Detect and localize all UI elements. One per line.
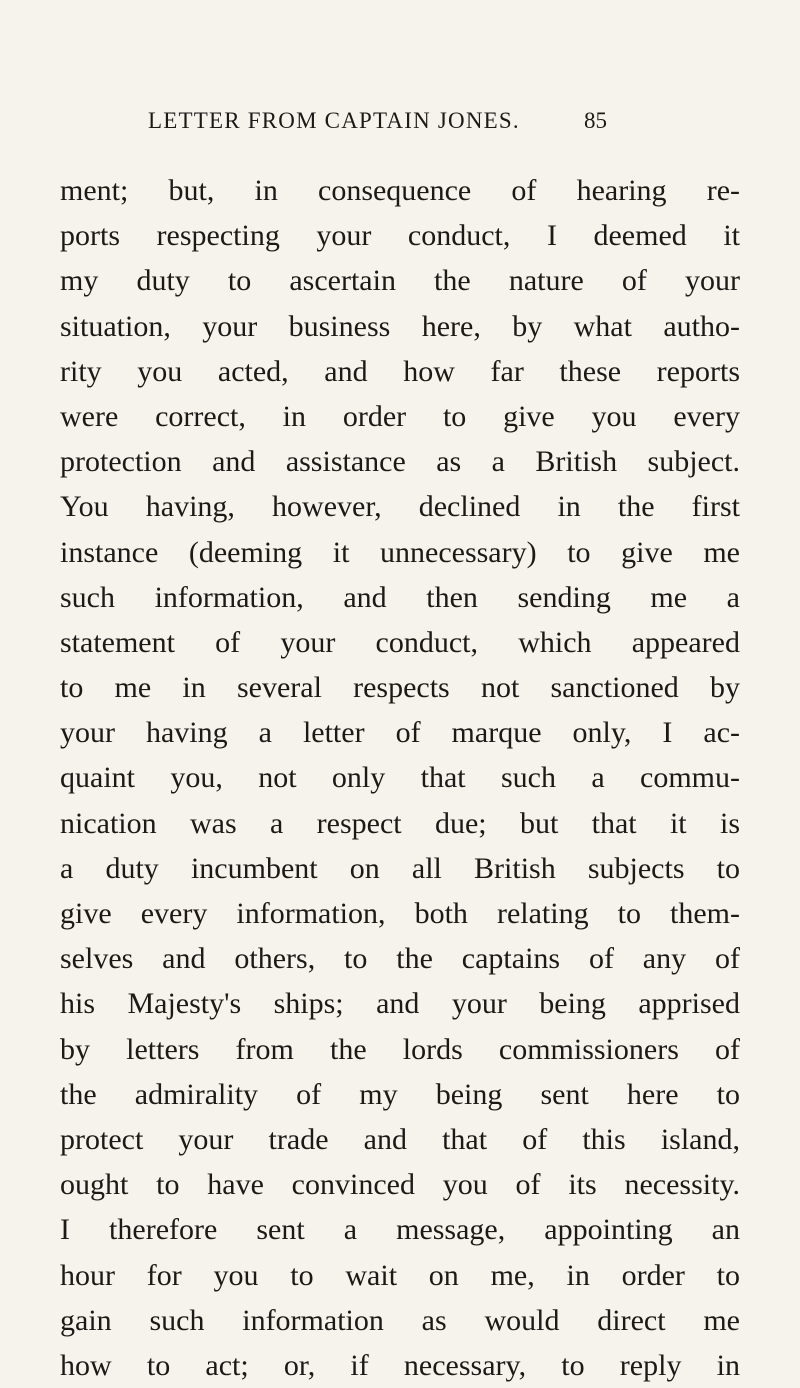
text-line: ports respecting your conduct, I deemed it bbox=[60, 219, 740, 253]
text-line: hour for you to wait on me, in order to bbox=[60, 1258, 740, 1292]
text-line: by letters from the lords commissioners of bbox=[60, 1032, 740, 1066]
text-line: rity you acted, and how far these reports bbox=[60, 354, 740, 388]
text-line: selves and others, to the captains of any of bbox=[60, 942, 740, 976]
text-line: nication was a respect due; but that it is bbox=[60, 806, 740, 840]
text-line: to me in several respects not sanctioned by bbox=[60, 671, 740, 705]
text-line: give every information, both relating to them- bbox=[60, 897, 740, 930]
text-line: statement of your conduct, which appeared bbox=[60, 625, 740, 659]
text-line: my duty to ascertain the nature of your bbox=[60, 264, 740, 298]
body-text bbox=[60, 168, 740, 1388]
text-line: You having, however, declined in the first bbox=[60, 490, 740, 524]
text-line: a duty incumbent on all British subjects to bbox=[60, 851, 740, 885]
text-line: the admirality of my being sent here to bbox=[60, 1077, 740, 1111]
running-head bbox=[0, 108, 800, 148]
text-line: protect your trade and that of this island, bbox=[60, 1122, 740, 1156]
running-title: LETTER FROM CAPTAIN JONES. bbox=[148, 108, 520, 133]
page-number: 85 bbox=[584, 108, 607, 133]
text-line: such information, and then sending me a bbox=[60, 580, 740, 614]
text-line: ought to have convinced you of its necessity. bbox=[60, 1168, 740, 1202]
text-line: quaint you, not only that such a commu- bbox=[60, 761, 740, 795]
text-line: protection and assistance as a British subject. bbox=[60, 445, 740, 479]
text-line: gain such information as would direct me bbox=[60, 1303, 740, 1337]
text-line: were correct, in order to give you every bbox=[60, 399, 740, 433]
text-line: situation, your business here, by what autho- bbox=[60, 309, 740, 343]
text-line: instance (deeming it unnecessary) to give me bbox=[60, 535, 740, 569]
text-line: his Majesty's ships; and your being apprised bbox=[60, 987, 740, 1021]
text-line: your having a letter of marque only, I ac- bbox=[60, 716, 740, 750]
text-line: I therefore sent a message, appointing an bbox=[60, 1213, 740, 1247]
text-line: how to act; or, if necessary, to reply in bbox=[60, 1348, 740, 1382]
text-line: ment; but, in consequence of hearing re- bbox=[60, 174, 740, 207]
